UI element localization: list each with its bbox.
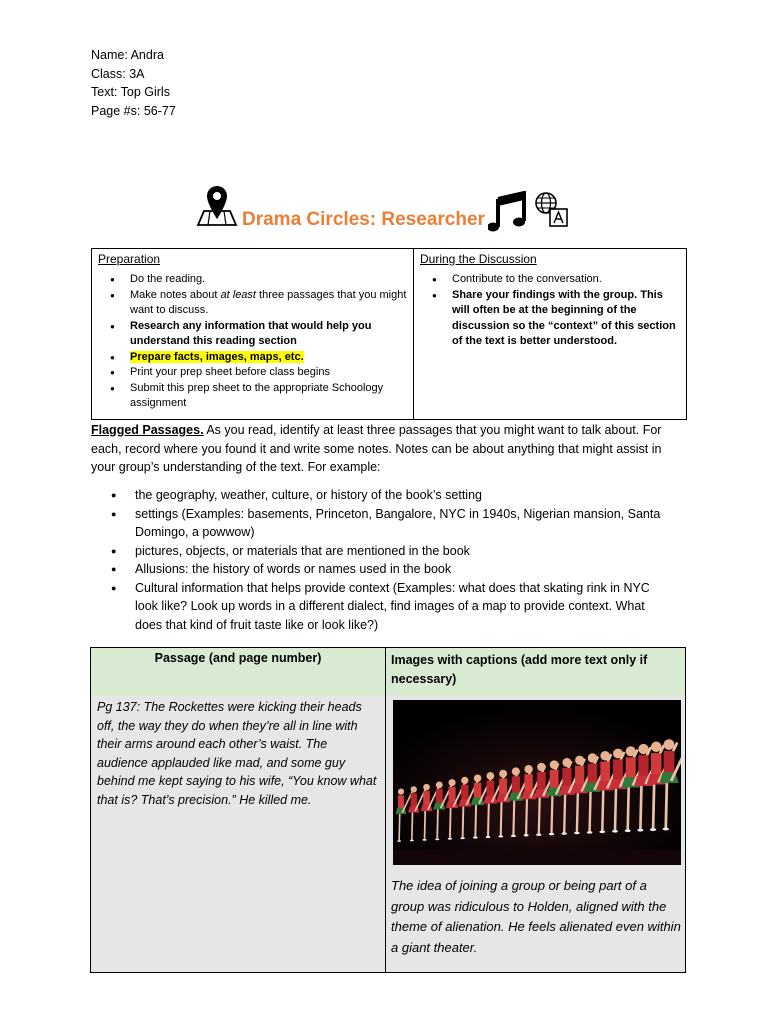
column-header-passage: Passage (and page number) [154,651,322,665]
student-name: Name: Andra [91,48,164,62]
emphasis-text: at least [220,288,256,301]
flagged-passages-intro [91,421,683,477]
example-list [91,486,671,634]
title-row [196,183,576,233]
table-row [91,696,685,972]
list-item: ● settings (Examples: basements, Princeton, Bangalore, NYC in 1940s, Nigerian mansion, Santa Domingo, a powwow) [91,505,671,542]
during-list [420,272,680,350]
music-note-icon [488,191,528,233]
list-text: three passages that you might want to discuss. [130,288,407,316]
highlighted-text: Prepare facts, images, maps, etc. [130,350,304,363]
student-class: Class: 3A [91,66,145,81]
list-item: ● Cultural information that helps provide context (Examples: what does that skating rink in NYC look like? Look up words in a different dialect, find images of a map to provide context. What does that kind of fruit taste like or look like?) [91,579,671,635]
map-pin-icon [196,183,238,227]
list-item [98,350,407,366]
list-item [98,288,407,319]
flagged-label: Flagged Passages. [91,423,204,437]
text-title: Text: Top Girls [91,85,170,99]
page-title: Drama Circles: Researcher [242,209,485,230]
column-header-images: Images with captions (add more text only if necessary) [391,653,648,686]
list-item: ● Submit this prep sheet to the appropriate Schoology assignment [98,381,407,412]
flagged-text: As you read, identify at least three passages that you might want to talk about. For each, record where you found it and write some notes. Notes can be about anything that might assist in your group’s understanding of the text. For example: [91,423,662,474]
list-item: ● Do the reading. [98,272,407,288]
during-heading: During the Discussion [420,252,537,266]
preparation-heading: Preparation [98,252,161,266]
during-column [414,249,686,419]
list-item: ● Contribute to the conversation. [420,272,680,288]
list-item: ● pictures, objects, or materials that are mentioned in the book [91,542,671,561]
list-item: ● Print your prep sheet before class begins [98,365,407,381]
preparation-column [92,249,414,419]
roles-table [91,248,687,420]
preparation-list [98,272,407,412]
rockettes-photo [393,700,681,865]
list-item: ● Research any information that would help you understand this reading section [98,319,407,350]
table-header-row [91,648,685,697]
image-caption: The idea of joining a group or being part of a group was ridiculous to Holden, aligned with the theme of alienation. He feels alienated even within a giant theater. [391,878,681,955]
column-divider [385,648,386,972]
passage-quote: Pg 137: The Rockettes were kicking their heads off, the way they do when they’re all in line with their arms around each other’s waist. The audience applauded like mad, and some guy behind me kept saying to his wife, “You know what that is? That’s precision.” He killed me. [97,700,377,807]
list-item: ● Allusions: the history of words or names used in the book [91,560,671,579]
list-item: ● Share your findings with the group. This will often be at the beginning of the discussion so the “context” of this section of the text is better understood. [420,288,680,350]
translate-globe-icon [533,190,571,230]
page-range: Page #s: 56-77 [91,103,176,118]
list-item: ● the geography, weather, culture, or history of the book’s setting [91,486,671,505]
student-info [91,46,176,120]
list-text: Make notes about [130,288,221,301]
passages-table [90,647,686,973]
